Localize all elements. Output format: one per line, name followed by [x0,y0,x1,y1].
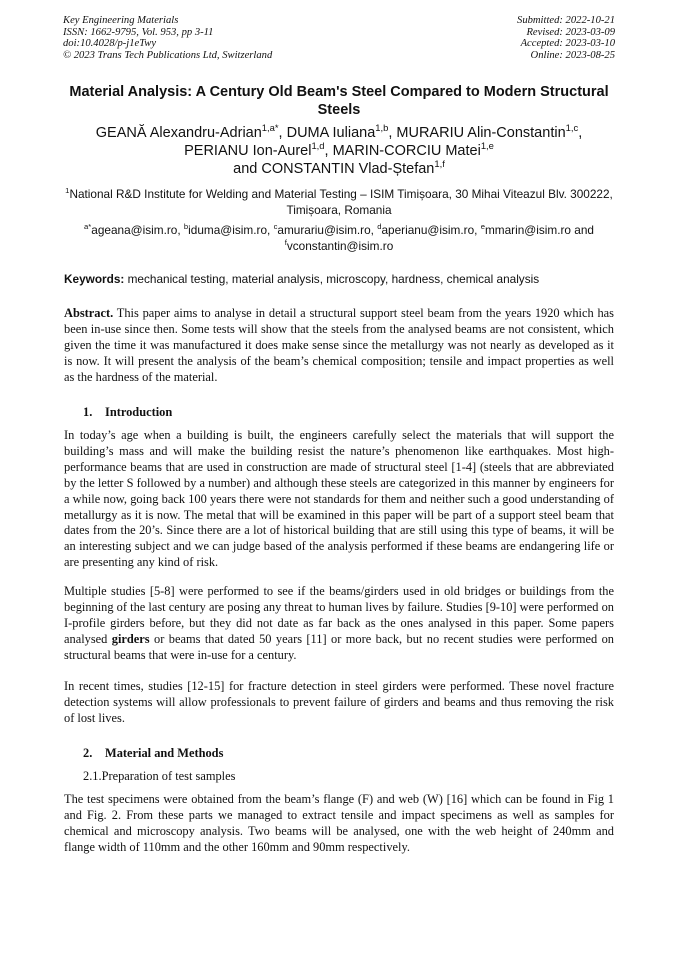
author-name: GEANĂ Alexandru-Adrian [95,125,262,141]
paragraph: The test specimens were obtained from the beam’s flange (F) and web (W) [16] which can be found in Fig 1 and Fig. 2. From these parts we managed to extract tensile and impact specimens as well as samples for chemical and microscopy analysis. Two beams will be analysed, one with the web height of 240mm and flange width of 110mm and the other 160mm and 90mm respectively. [64,792,614,854]
affiliation-sup: 1 [65,186,70,196]
paragraph [64,584,614,664]
email-sup: d [377,222,382,232]
date-accepted: Accepted: 2023-03-10 [520,38,615,50]
abstract-text: This paper aims to analyse in detail a structural support steel beam from the years 1920 which has been in-use since then. Some tests will show that the steels from the analysed beams are not consistent, which given the time it was manufactured it does make sense since the metallurgy was not nearly as developed as it is now. It will present the analysis of the beam’s chemical composition; tensile and impact properties as well as the hardness of the material. [64,306,614,384]
author-separator: , [324,143,333,159]
email-address[interactable]: ageana@isim.ro [91,223,178,237]
journal-header-left [63,15,272,61]
date-submitted: Submitted: 2022-10-21 [517,15,615,26]
paper-title: Material Analysis: A Century Old Beam's Steel Compared to Modern Structural Steels [69,84,609,118]
journal-doi: doi:10.4028/p-j1eTwy [63,38,157,50]
author-sup: 1,d [311,140,325,152]
subsection-heading: 2.1.Preparation of test samples [83,769,236,783]
keywords [64,271,616,287]
author-list [60,124,618,178]
paragraph-text: Multiple studies [5-8] were performed to see if the beams/girders used in old bridges or buildings from the beginning of the last century are posing any threat to human lives by failure. Studies [9-10] were performed on I-profile girders before, but they did not date as far back as the ones analysed in this paper. Some papers analysed [64,584,614,646]
journal-name: Key Engineering Materials [63,15,179,26]
section-number: 1. [83,405,93,419]
paragraph-text: or beams that dated 50 years [11] or more back, but no recent studies were performed on structural beams that were in-use for a century. [64,631,614,662]
author-sup: 1,b [375,122,389,134]
author-separator: , [388,125,397,141]
author-name: MURARIU Alin-Constantin [396,125,566,141]
author-name: PERIANU Ion-Aurel [184,143,312,159]
journal-header-right [517,15,615,61]
keywords-text: mechanical testing, material analysis, microscopy, hardness, chemical analysis [127,272,540,286]
email-list: $^{a*}$ageana@isim.ro, $^b$iduma@isim.ro, $^c$amurariu@isim.ro, $^d$aperianu@isim.ro, $^e$mmarin@isim.ro and $^f$vconstantin@isim.ro [84,222,594,253]
section-number: 2. [83,746,93,760]
author-and: and [233,161,258,177]
paragraph: In today’s age when a building is built, the engineers carefully select the materials that will support the building’s mass and will make the building resist the nature’s phenomenon like earthquakes. Most high-performance beams that are used in construction are made of structural steel [1-4] (steels that are abbreviated by the letter S followed by a number) and although these steels are categorized in this manner by engineers for a while now, going back 100 years there were not standards for them and neither such a good understanding of metallurgy as it is now. The metal that will be examined in this paper will be part of a support steel beam that dates from the 20’s. Since there are a lot of historical building that are still using this type of beams, it will be an interesting subject and we can judge based of the analysis performed if these beams are endangering life or are presenting any kind of risk. [64,428,614,570]
affiliation-text: National R&D Institute for Welding and Material Testing – ISIM Timișoara, 30 Mihai Viteazul Blv. 300222, Timișoara, Romania [69,187,613,217]
author-sup: 1,e [480,140,494,152]
author-separator: , [278,125,287,141]
section-title: Introduction [105,405,173,419]
abstract [64,306,614,386]
author-sup: 1,a* [261,122,279,134]
email-address[interactable]: amurariu@isim.ro [277,223,371,237]
email-sup: b [183,222,189,232]
author-separator: , [578,125,583,141]
section-heading-introduction [83,405,613,421]
paragraph-bold: girders [111,631,150,646]
email-address[interactable]: aperianu@isim.ro [381,223,475,237]
email-address[interactable]: mmarin@isim.ro [484,223,571,237]
email-sup: f [284,238,287,248]
journal-copyright: © 2023 Trans Tech Publications Ltd, Switzerland [63,49,273,61]
abstract-label: Abstract. [64,306,114,320]
author-name: DUMA Iuliana [286,125,376,141]
email-sup: e [480,222,485,232]
date-revised: Revised: 2023-03-09 [526,26,615,38]
author-sup: 1,c [565,122,579,134]
section-heading-methods [83,746,613,762]
email-sup: c [273,222,278,232]
section-title: Material and Methods [105,746,224,760]
author-name: MARIN-CORCIU Matei [332,143,481,159]
email-sup: a* [84,222,92,232]
paragraph: In recent times, studies [12-15] for fracture detection in steel girders were performed. These novel fracture detection systems will allow professionals to prevent failure of girders and beams and thus removing the risk of lost lives. [64,679,614,725]
author-name: CONSTANTIN Vlad-Ștefan [261,161,435,177]
date-online: Online: 2023-08-25 [530,49,615,61]
author-sup: 1,f [434,158,445,170]
email-address[interactable]: vconstantin@isim.ro [286,239,394,253]
journal-issn: ISSN: 1662-9795, Vol. 953, pp 3-11 [63,26,214,38]
keywords-label: Keywords: [64,272,125,286]
email-and: and [574,223,594,237]
email-address[interactable]: iduma@isim.ro [188,223,268,237]
affiliation [60,186,618,218]
